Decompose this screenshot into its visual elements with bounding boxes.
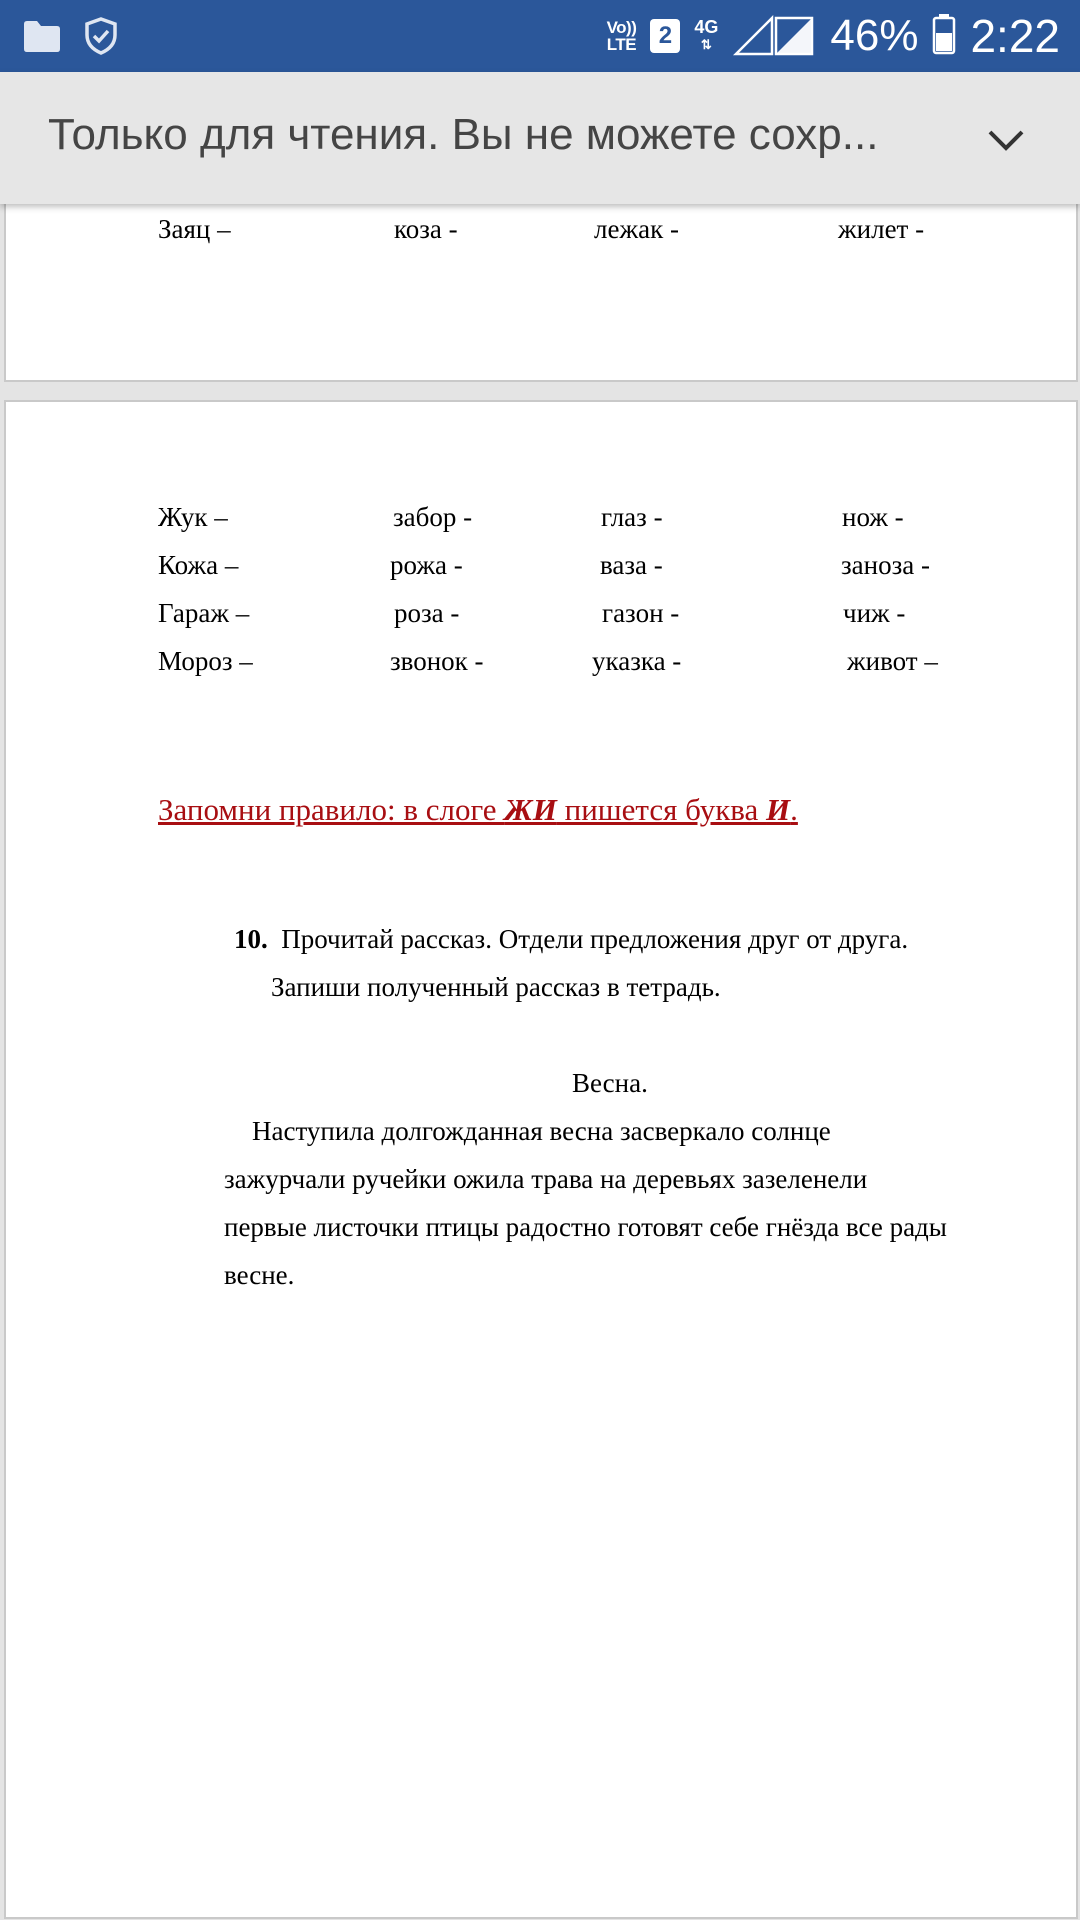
task-instruction: 10. Прочитай рассказ. Отдели предложения друг от друга. <box>234 924 909 954</box>
signal-icon <box>732 10 816 63</box>
folder-icon <box>22 18 62 59</box>
clock: 2:22 <box>970 10 1060 62</box>
word-cell: роза - <box>394 598 460 628</box>
document-page-2 <box>4 400 1078 1919</box>
word-cell: забор - <box>393 502 473 532</box>
task-number: 10. <box>234 924 268 954</box>
word-cell: чиж - <box>843 598 906 628</box>
chevron-down-icon[interactable] <box>982 116 1030 164</box>
word-cell: глаз - <box>601 502 663 532</box>
read-only-banner[interactable] <box>0 72 1080 204</box>
word-cell: звонок - <box>390 646 484 676</box>
word-cell: жилет - <box>838 214 925 244</box>
word-cell: Гараж – <box>158 598 250 628</box>
word-cell: живот – <box>847 646 938 676</box>
network-type: 4G ⇅ <box>694 17 719 52</box>
word-cell: Кожа – <box>158 550 239 580</box>
word-cell: рожа - <box>390 550 463 580</box>
sim-slot-badge: 2 <box>650 19 680 53</box>
story-line: весне. <box>224 1260 295 1290</box>
rule-letter: И <box>766 792 791 827</box>
word-cell: Заяц – <box>158 214 231 244</box>
spelling-rule: Запомни правило: в слоге ЖИ пишется буква И. <box>158 792 798 827</box>
word-cell: указка - <box>592 646 682 676</box>
word-cell: заноза - <box>841 550 930 580</box>
rule-syllable: ЖИ <box>504 792 557 827</box>
word-cell: лежак - <box>594 214 679 244</box>
word-cell: Жук – <box>158 502 228 532</box>
word-cell: газон - <box>602 598 680 628</box>
word-cell: Мороз – <box>158 646 253 676</box>
shield-check-icon <box>84 16 118 61</box>
battery-icon <box>932 13 956 60</box>
story-line: зажурчали ручейки ожила трава на деревьях зазеленели <box>224 1164 868 1194</box>
story-title: Весна. <box>572 1068 648 1098</box>
story-line: Наступила долгожданная весна засверкало солнце <box>252 1116 831 1146</box>
battery-percent: 46% <box>830 11 919 60</box>
word-cell: ваза - <box>600 550 663 580</box>
volte-indicator: Vo)) LTE <box>606 18 637 54</box>
word-cell: коза - <box>394 214 458 244</box>
story-line: первые листочки птицы радостно готовят себе гнёзда все рады <box>224 1212 947 1242</box>
task-instruction-line-2: Запиши полученный рассказ в тетрадь. <box>271 972 721 1002</box>
word-cell: нож - <box>842 502 904 532</box>
read-only-message: Только для чтения. Вы не можете сохр... <box>48 110 879 159</box>
status-bar <box>0 0 1080 72</box>
